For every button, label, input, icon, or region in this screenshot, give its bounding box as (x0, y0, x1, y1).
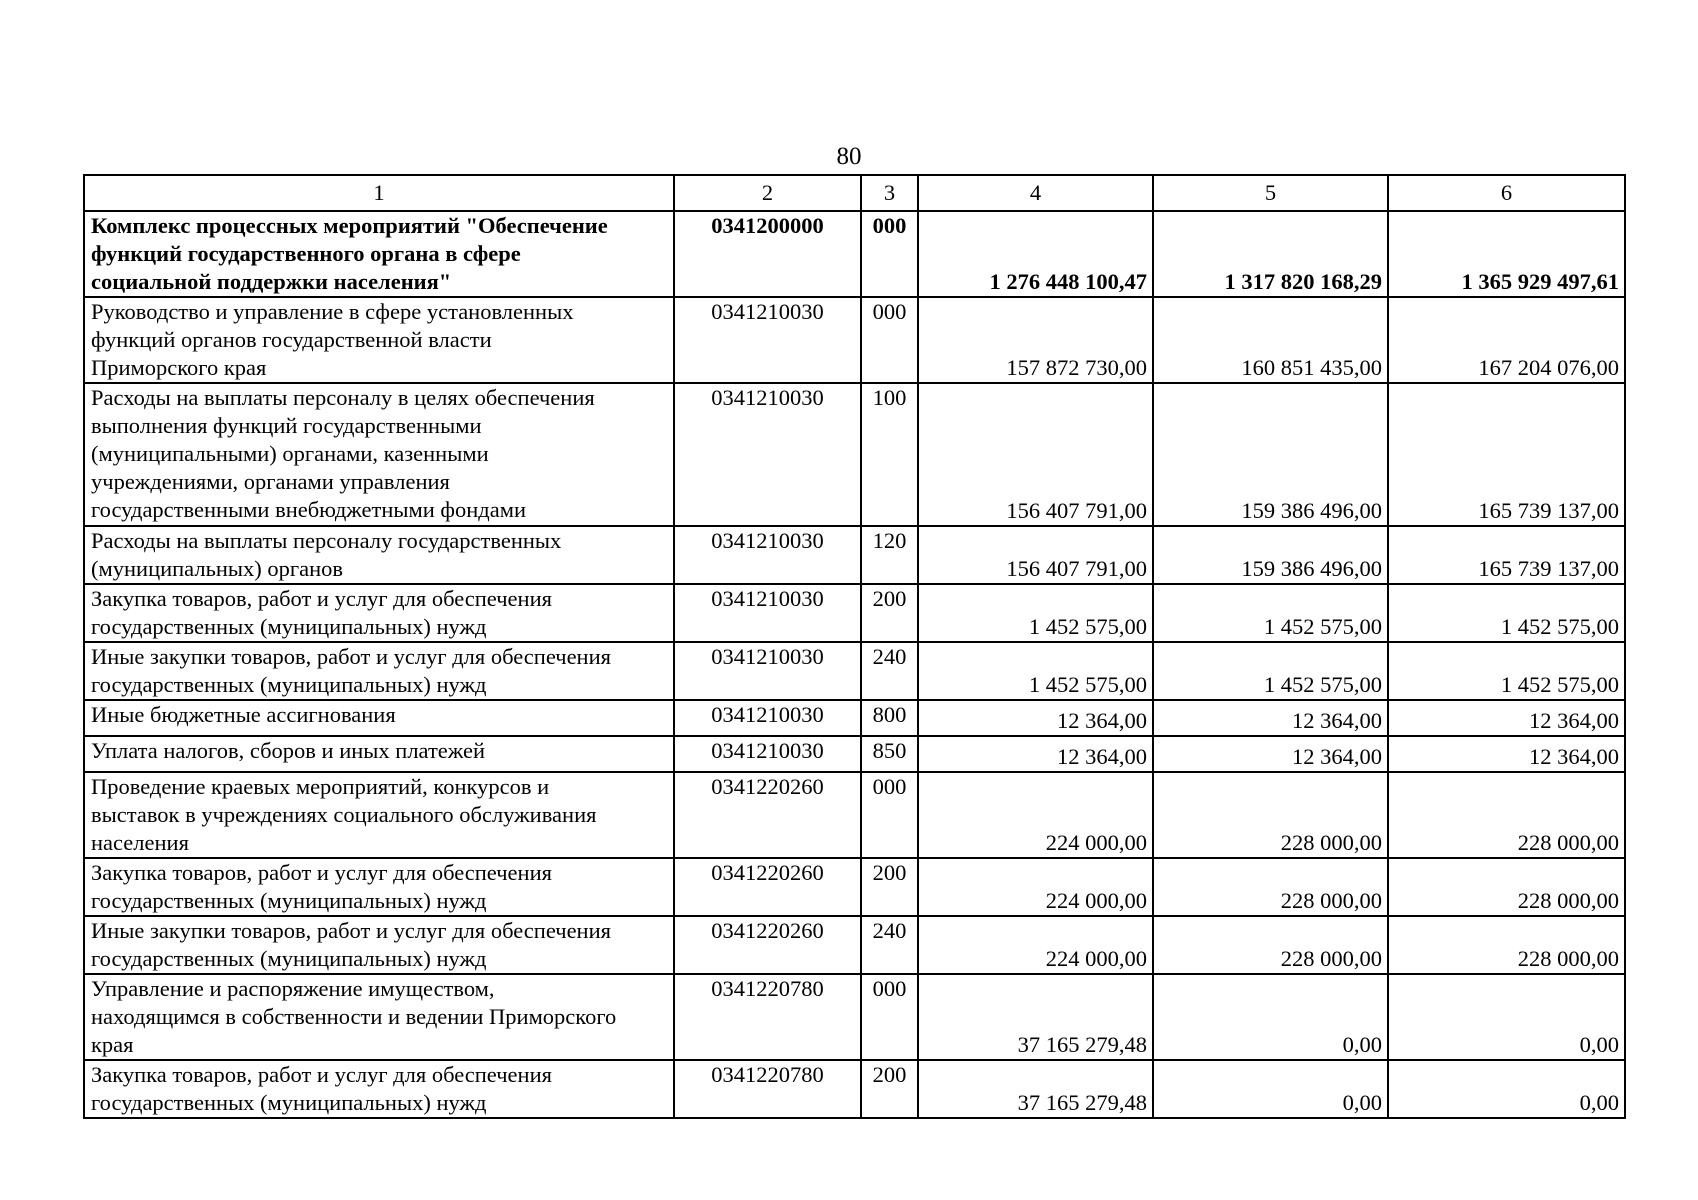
row-name-cell: Иные закупки товаров, работ и услуг для обеспечения государственных (муниципальных) нужд (84, 916, 674, 974)
row-name-cell: Комплекс процессных мероприятий "Обеспечение функций государственного органа в сфере социальной поддержки населения" (84, 211, 674, 297)
expense-type-code-cell: 000 (861, 772, 918, 858)
amount-year-1-cell: 156 407 791,00 (918, 526, 1153, 584)
amount-year-2-cell: 12 364,00 (1153, 700, 1388, 736)
row-name-cell: Уплата налогов, сборов и иных платежей (84, 736, 674, 772)
amount-year-2-cell: 0,00 (1153, 1060, 1388, 1118)
target-article-code-cell: 0341210030 (674, 700, 861, 736)
amount-year-1-cell: 1 452 575,00 (918, 642, 1153, 700)
table-row (84, 1060, 1625, 1118)
amount-year-1-cell: 1 452 575,00 (918, 584, 1153, 642)
amount-year-3-cell: 0,00 (1388, 1060, 1625, 1118)
row-name-cell: Руководство и управление в сфере установленных функций органов государственной власти Приморского края (84, 297, 674, 383)
expense-type-code-cell: 000 (861, 297, 918, 383)
amount-year-1-cell: 12 364,00 (918, 736, 1153, 772)
target-article-code-cell: 0341210030 (674, 642, 861, 700)
expense-type-code-cell: 000 (861, 974, 918, 1060)
amount-year-3-cell: 0,00 (1388, 974, 1625, 1060)
amount-year-2-cell: 160 851 435,00 (1153, 297, 1388, 383)
amount-year-2-cell: 228 000,00 (1153, 772, 1388, 858)
amount-year-2-cell: 159 386 496,00 (1153, 526, 1388, 584)
amount-year-1-cell: 157 872 730,00 (918, 297, 1153, 383)
table-header-row (84, 175, 1625, 211)
amount-year-2-cell: 12 364,00 (1153, 736, 1388, 772)
expense-type-code-cell: 200 (861, 584, 918, 642)
table-row (84, 772, 1625, 858)
column-header: 2 (674, 175, 861, 211)
amount-year-2-cell: 228 000,00 (1153, 916, 1388, 974)
expense-type-code-cell: 800 (861, 700, 918, 736)
target-article-code-cell: 0341210030 (674, 584, 861, 642)
table-row (84, 383, 1625, 526)
target-article-code-cell: 0341210030 (674, 526, 861, 584)
expense-type-code-cell: 200 (861, 1060, 918, 1118)
amount-year-3-cell: 167 204 076,00 (1388, 297, 1625, 383)
expense-type-code-cell: 120 (861, 526, 918, 584)
expense-type-code-cell: 850 (861, 736, 918, 772)
expense-type-code-cell: 200 (861, 858, 918, 916)
column-header: 5 (1153, 175, 1388, 211)
budget-table (83, 174, 1626, 1119)
amount-year-1-cell: 12 364,00 (918, 700, 1153, 736)
table-row (84, 736, 1625, 772)
amount-year-2-cell: 1 317 820 168,29 (1153, 211, 1388, 297)
row-name-cell: Расходы на выплаты персоналу в целях обеспечения выполнения функций государственными (муниципальными) органами, казенными учреждениями, органами управления государственными внебюджетными фондами (84, 383, 674, 526)
amount-year-3-cell: 1 452 575,00 (1388, 584, 1625, 642)
row-name-cell: Закупка товаров, работ и услуг для обеспечения государственных (муниципальных) нужд (84, 858, 674, 916)
row-name-cell: Проведение краевых мероприятий, конкурсов и выставок в учреждениях социального обслуживания населения (84, 772, 674, 858)
amount-year-3-cell: 1 365 929 497,61 (1388, 211, 1625, 297)
page-number: 80 (836, 143, 862, 170)
target-article-code-cell: 0341220260 (674, 772, 861, 858)
row-name-cell: Закупка товаров, работ и услуг для обеспечения государственных (муниципальных) нужд (84, 1060, 674, 1118)
table-row (84, 974, 1625, 1060)
expense-type-code-cell: 000 (861, 211, 918, 297)
table-row (84, 526, 1625, 584)
row-name-cell: Иные бюджетные ассигнования (84, 700, 674, 736)
table-row (84, 642, 1625, 700)
expense-type-code-cell: 240 (861, 642, 918, 700)
amount-year-3-cell: 1 452 575,00 (1388, 642, 1625, 700)
amount-year-3-cell: 165 739 137,00 (1388, 383, 1625, 526)
row-name-cell: Управление и распоряжение имуществом, находящимся в собственности и ведении Приморского края (84, 974, 674, 1060)
amount-year-3-cell: 165 739 137,00 (1388, 526, 1625, 584)
target-article-code-cell: 0341220780 (674, 974, 861, 1060)
column-header: 4 (918, 175, 1153, 211)
amount-year-1-cell: 156 407 791,00 (918, 383, 1153, 526)
amount-year-2-cell: 159 386 496,00 (1153, 383, 1388, 526)
target-article-code-cell: 0341220260 (674, 916, 861, 974)
column-header: 6 (1388, 175, 1625, 211)
column-header: 1 (84, 175, 674, 211)
table-row (84, 700, 1625, 736)
amount-year-3-cell: 228 000,00 (1388, 772, 1625, 858)
table-row (84, 584, 1625, 642)
row-name-cell: Расходы на выплаты персоналу государственных (муниципальных) органов (84, 526, 674, 584)
target-article-code-cell: 0341220780 (674, 1060, 861, 1118)
expense-type-code-cell: 240 (861, 916, 918, 974)
amount-year-1-cell: 1 276 448 100,47 (918, 211, 1153, 297)
amount-year-2-cell: 0,00 (1153, 974, 1388, 1060)
amount-year-3-cell: 228 000,00 (1388, 916, 1625, 974)
table-row (84, 858, 1625, 916)
target-article-code-cell: 0341210030 (674, 736, 861, 772)
table-row (84, 297, 1625, 383)
target-article-code-cell: 0341210030 (674, 297, 861, 383)
row-name-cell: Закупка товаров, работ и услуг для обеспечения государственных (муниципальных) нужд (84, 584, 674, 642)
row-name-cell: Иные закупки товаров, работ и услуг для обеспечения государственных (муниципальных) нужд (84, 642, 674, 700)
amount-year-3-cell: 12 364,00 (1388, 736, 1625, 772)
amount-year-1-cell: 224 000,00 (918, 858, 1153, 916)
amount-year-2-cell: 228 000,00 (1153, 858, 1388, 916)
amount-year-1-cell: 224 000,00 (918, 916, 1153, 974)
table-row (84, 211, 1625, 297)
table-row (84, 916, 1625, 974)
amount-year-2-cell: 1 452 575,00 (1153, 584, 1388, 642)
amount-year-3-cell: 12 364,00 (1388, 700, 1625, 736)
amount-year-3-cell: 228 000,00 (1388, 858, 1625, 916)
target-article-code-cell: 0341210030 (674, 383, 861, 526)
expense-type-code-cell: 100 (861, 383, 918, 526)
target-article-code-cell: 0341220260 (674, 858, 861, 916)
amount-year-1-cell: 37 165 279,48 (918, 1060, 1153, 1118)
column-header: 3 (861, 175, 918, 211)
amount-year-1-cell: 37 165 279,48 (918, 974, 1153, 1060)
amount-year-1-cell: 224 000,00 (918, 772, 1153, 858)
target-article-code-cell: 0341200000 (674, 211, 861, 297)
amount-year-2-cell: 1 452 575,00 (1153, 642, 1388, 700)
